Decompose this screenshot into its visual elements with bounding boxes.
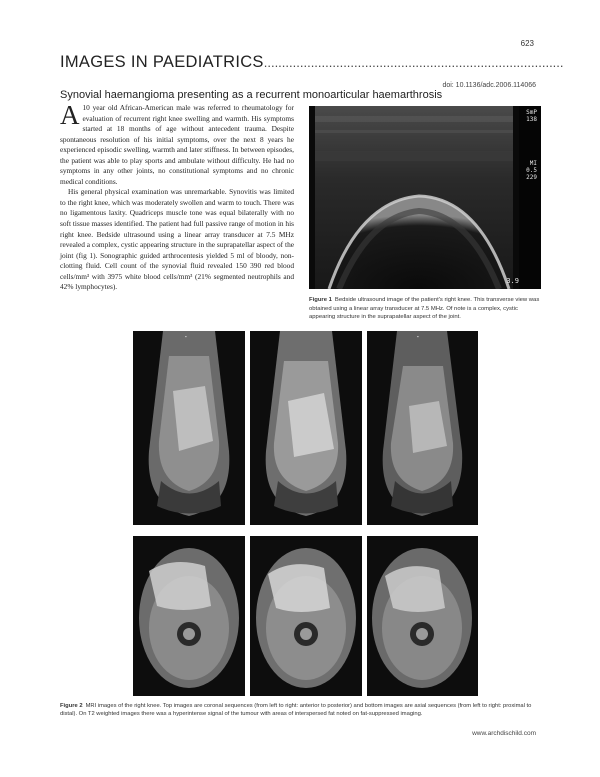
mri-marker-3: ▪: [417, 334, 419, 339]
mri-coronal-3: [367, 331, 478, 525]
ultrasound-readout-1: SmP: [526, 109, 537, 116]
mri-axial-1-graphic: [133, 536, 245, 696]
drop-cap: A: [60, 100, 80, 130]
section-label: IMAGES IN PAEDIATRICS: [60, 53, 264, 71]
body-text: [60, 100, 294, 293]
mri-axial-1: [133, 536, 245, 696]
mri-axial-3: [367, 536, 478, 696]
mri-marker-1: ▪: [185, 334, 187, 339]
mri-coronal-3-graphic: [367, 331, 478, 525]
ultrasound-other-value: 229: [526, 174, 537, 181]
mri-axial-2-graphic: [250, 536, 362, 696]
paragraph-1: [60, 100, 294, 187]
mri-coronal-1: [133, 331, 245, 525]
section-title: [60, 53, 564, 72]
ultrasound-mi-value: 0.5: [526, 167, 537, 174]
figure-1-label: Figure 1: [309, 297, 332, 303]
mri-coronal-1-graphic: [133, 331, 245, 525]
article-title: Synovial haemangioma presenting as a recurrent monoarticular haemarthrosis: [60, 89, 443, 101]
figure-1-caption-text: Bedside ultrasound image of the patient's right knee. This transverse view was obtained using a linear array transducer at 7.5 MHz. Of note is a complex, cystic appearing structure in the suprapatellar aspect of the joint.: [309, 297, 540, 320]
mri-coronal-2: [250, 331, 362, 525]
section-title-dots: ...................................................................................: [263, 55, 564, 70]
doi[interactable]: doi: 10.1136/adc.2006.114066: [442, 82, 536, 89]
paragraph-1-text: 10 year old African-American male was referred to rheumatology for evaluation of recurrent right knee swelling and warmth. His symptoms started at 18 months of age without antecedent trauma. Despite spontaneous resolution of his initial symptoms, over the next 8 years he experienced episodic swelling, warmth and later stiffness. In between episodes, the patient was able to play sports and ambulate without difficulty. He had no symptoms in any other joints, no constitutional symptoms and no chronic medical conditions.: [60, 103, 294, 186]
mri-coronal-2-graphic: [250, 331, 362, 525]
figure-1-caption: [309, 296, 541, 322]
ultrasound-readout-top: [526, 109, 537, 123]
ultrasound-readout-2: 138: [526, 116, 537, 123]
ultrasound-mi-label: MI: [529, 160, 537, 167]
page-number: 623: [520, 39, 534, 48]
mri-axial-2: [250, 536, 362, 696]
footer-url[interactable]: www.archdischild.com: [472, 730, 536, 737]
figure-2-caption: [60, 702, 542, 719]
ultrasound-depth: 3.9: [506, 277, 519, 285]
paragraph-2: His general physical examination was unremarkable. Synovitis was limited to the right knee, which was moderately swollen and warm to touch. There was no ligamentous laxity. Quadriceps muscle tone was equal bilaterally with no soft tissue masses identified. The patient had full passive range of motion in his right knee. Bedside ultrasound using a linear array transducer at 7.5 MHz revealed a complex, cystic appearing structure in the suprapatellar aspect of the joint (fig 1). Sonographic guided arthrocentesis yielded 5 ml of bloody, non-clotting fluid. Cell count of the synovial fluid revealed 150 390 red blood cells/mm³ with 3975 white blood cells/mm³ (21% segmented neutrophils and 42% lymphocytes).: [60, 187, 294, 292]
ultrasound-readout-mi: [526, 160, 537, 181]
ultrasound-graphic: [309, 106, 541, 289]
mri-axial-3-graphic: [367, 536, 478, 696]
figure-2-caption-text: MRI images of the right knee. Top images are coronal sequences (from left to right: anterior to posterior) and bottom images are axial sequences (from left to right: proximal to distal). On T2 weighted images there was a hyperintense signal of the tumour with areas of interspersed fat noted on fat-suppressed imaging.: [60, 703, 532, 718]
ultrasound-image: [309, 106, 541, 289]
figure-2-label: Figure 2: [60, 703, 83, 709]
